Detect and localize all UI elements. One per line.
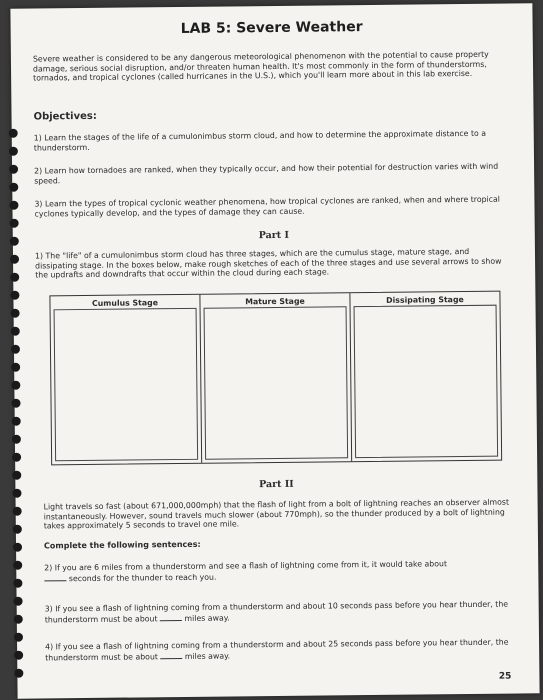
question-4-suffix: miles away.: [184, 651, 231, 661]
dissipating-sketch-area[interactable]: [354, 305, 499, 458]
mature-stage-label: Mature Stage: [245, 296, 305, 307]
part-1-heading: Part I: [258, 229, 289, 242]
part-2-heading: Part II: [259, 478, 294, 491]
mature-stage-box[interactable]: [200, 293, 352, 463]
question-2-suffix: seconds for the thunder to reach you.: [68, 572, 217, 583]
question-3-suffix: miles away.: [184, 613, 230, 623]
light-speed-paragraph: Light travels so fast (about 671,000,000mph) that the flash of light from a bolt of lightning reaches an observer almost instantaneously. However, sound travels much slower (about 770mph), so the thunder produced by a bolt of lightning takes approximately 5 seconds to travel one mile.: [43, 497, 510, 531]
complete-heading: Complete the following sentences:: [43, 539, 201, 551]
question-2-text: 2) If you are 6 miles from a thunderstorm and see a flash of lightning come from it, it would take about: [44, 559, 448, 573]
sketch-boxes: [49, 291, 502, 466]
question-2: [44, 559, 514, 584]
objective-1: 1) Learn the stages of the life of a cumulonimbus storm cloud, and how to determine the approximate distance to a thunderstorm.: [33, 128, 487, 153]
cumulus-stage-box[interactable]: [50, 295, 202, 465]
mature-sketch-area[interactable]: [204, 306, 349, 459]
answer-3-blank[interactable]: [160, 613, 182, 621]
objective-3: 3) Learn the types of tropical cyclonic weather phenomena, how tropical cyclones are ranked, when and where tropical cyclones typically develop, and the types of damage they can cause.: [34, 194, 500, 219]
cumulus-sketch-area[interactable]: [54, 308, 199, 461]
cumulus-stage-label: Cumulus Stage: [91, 298, 159, 308]
question-3: [45, 600, 515, 625]
question-4-text: 4) If you see a flash of lightning coming from a thunderstorm and about 25 seconds pass before you hear thunder, the thunderstorm must be about: [45, 637, 509, 663]
intro-paragraph: Severe weather is considered to be any dangerous meteorological phenomenon with the potential to cause property damage, serious social disruption, and/or threaten human health. It's most commonly in the form of thunderstorms, tornados, and tropical cyclones (called hurricanes in the U.S.), which you'll learn more about in this lab exercise.: [32, 49, 489, 83]
page-title: LAB 5: Severe Weather: [180, 19, 363, 37]
binder-holes: [9, 129, 25, 689]
answer-2-blank[interactable]: [44, 573, 66, 581]
objective-2: 2) Learn how tornadoes are ranked, when they typically occur, and how their potential for destruction varies with wind speed.: [34, 161, 499, 186]
dissipating-stage-label: Dissipating Stage: [386, 295, 464, 305]
answer-4-blank[interactable]: [160, 651, 182, 659]
part-1-question: 1) The "life" of a cumulonimbus storm cloud has three stages, which are the cumulus stage, mature stage, and dissipating stage. In the boxes below, make rough sketches of each of the three stages and use several arrows to show the updrafts and downdrafts that occur within the cloud during each stage.: [34, 246, 502, 280]
dissipating-stage-box[interactable]: [350, 292, 501, 462]
objectives-heading: Objectives:: [33, 110, 97, 123]
question-3-text: 3) If you see a flash of lightning coming from a thunderstorm and about 10 seconds pass before you hear thunder, the thunderstorm must be about: [44, 599, 509, 625]
worksheet-page: [10, 3, 539, 698]
question-4: [45, 638, 515, 663]
page-number: 25: [498, 671, 512, 682]
